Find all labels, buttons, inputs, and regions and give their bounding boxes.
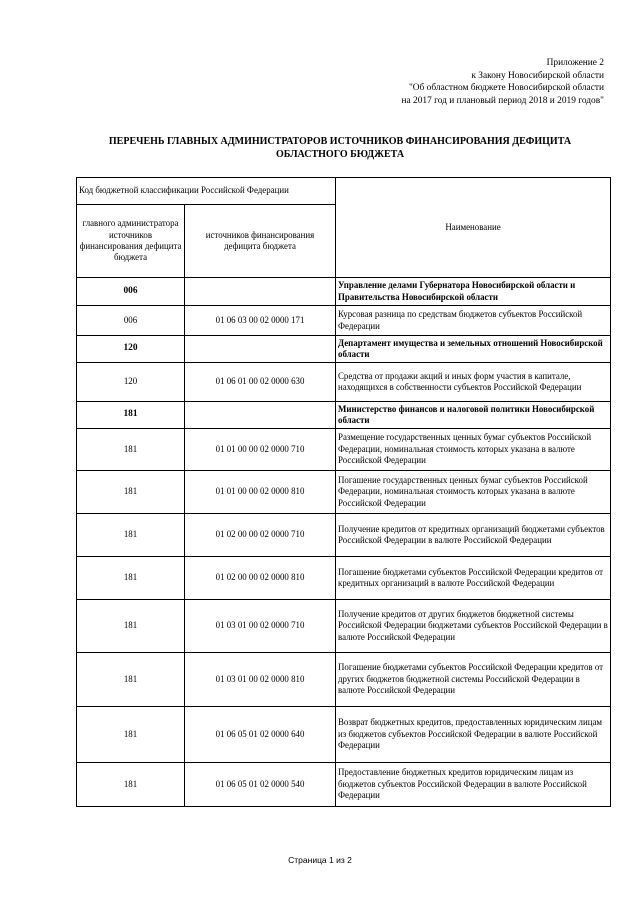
source-code-cell: 01 03 01 00 02 0000 710: [185, 600, 336, 653]
table-row: [77, 600, 611, 653]
table-header-row: [77, 178, 611, 205]
table-row: [77, 557, 611, 600]
admin-code-cell: 120: [77, 336, 185, 363]
table-row: [77, 402, 611, 429]
name-cell: Получение кредитов от кредитных организаций бюджетами субъектов Российской Федерации в валюте Российской Федерации: [336, 514, 611, 557]
page-footer: Страница 1 из 2: [288, 855, 352, 865]
name-cell: Погашение государственных ценных бумаг субъектов Российской Федерации, номинальная стоимость которых указана в валюте Российской Федерации: [336, 471, 611, 514]
name-cell: Получение кредитов от других бюджетов бюджетной системы Российской Федерации бюджетами субъектов Российской Федерации в валюте Российской Федерации: [336, 600, 611, 653]
name-cell: Департамент имущества и земельных отношений Новосибирской области: [336, 336, 611, 363]
admin-code-cell: 181: [77, 763, 185, 807]
name-cell: Министерство финансов и налоговой политики Новосибирской области: [336, 402, 611, 429]
table-row: [77, 763, 611, 807]
admin-code-cell: 181: [77, 600, 185, 653]
appendix-line: "Об областном бюджете Новосибирской области: [408, 83, 604, 94]
header-name: Наименование: [336, 178, 611, 278]
appendix-line: Приложение 2: [546, 58, 604, 68]
title-line: ПЕРЕЧЕНЬ ГЛАВНЫХ АДМИНИСТРАТОРОВ ИСТОЧНИКОВ ФИНАНСИРОВАНИЯ ДЕФИЦИТА: [108, 136, 572, 147]
admin-code-cell: 181: [77, 471, 185, 514]
source-code-cell: 01 02 00 00 02 0000 810: [185, 557, 336, 600]
admin-code-cell: 181: [77, 429, 185, 471]
source-code-cell: 01 06 05 01 02 0000 640: [185, 707, 336, 763]
admin-code-cell: 181: [77, 402, 185, 429]
name-cell: Средства от продажи акций и иных форм участия в капитале, находящихся в собственности субъектов Российской Федерации: [336, 363, 611, 402]
admin-code-cell: 181: [77, 557, 185, 600]
source-code-cell: [185, 402, 336, 429]
admin-code-cell: 006: [77, 278, 185, 306]
name-cell: Погашение бюджетами субъектов Российской Федерации кредитов от кредитных организаций в валюте Российской Федерации: [336, 557, 611, 600]
source-code-cell: 01 06 03 00 02 0000 171: [185, 306, 336, 336]
header-source-code: источников финансирования дефицита бюджета: [185, 205, 336, 278]
table-row: [77, 653, 611, 707]
name-cell: Возврат бюджетных кредитов, предоставленных юридическим лицам из бюджетов субъектов Российской Федерации в валюте Российской Федерации: [336, 707, 611, 763]
table-row: [77, 471, 611, 514]
table-row: [77, 306, 611, 336]
table-row: [77, 514, 611, 557]
appendix-line: на 2017 год и плановый период 2018 и 2019 годов": [401, 95, 604, 106]
administrators-table: [76, 177, 611, 807]
admin-code-cell: 181: [77, 514, 185, 557]
table-row: [77, 336, 611, 363]
admin-code-cell: 181: [77, 707, 185, 763]
admin-code-cell: 120: [77, 363, 185, 402]
header-admin: главного администратора источников финансирования дефицита бюджета: [77, 205, 185, 278]
title-line: ОБЛАСТНОГО БЮДЖЕТА: [275, 149, 405, 160]
source-code-cell: 01 01 00 00 02 0000 710: [185, 429, 336, 471]
source-code-cell: [185, 336, 336, 363]
table-row: [77, 707, 611, 763]
header-code-group: Код бюджетной классификации Российской Федерации: [77, 178, 336, 205]
source-code-cell: 01 03 01 00 02 0000 810: [185, 653, 336, 707]
source-code-cell: 01 06 05 01 02 0000 540: [185, 763, 336, 807]
name-cell: Погашение бюджетами субъектов Российской Федерации кредитов от других бюджетов бюджетной системы Российской Федерации в валюте Российской Федерации: [336, 653, 611, 707]
admin-code-cell: 006: [77, 306, 185, 336]
admin-code-cell: 181: [77, 653, 185, 707]
name-cell: Управление делами Губернатора Новосибирской области и Правительства Новосибирской области: [336, 278, 611, 306]
document-title: [60, 135, 620, 161]
source-code-cell: 01 01 00 00 02 0000 810: [185, 471, 336, 514]
appendix-line: к Закону Новосибирской области: [471, 70, 604, 81]
source-code-cell: 01 06 01 00 02 0000 630: [185, 363, 336, 402]
table-row: [77, 278, 611, 306]
source-code-cell: [185, 278, 336, 306]
table-row: [77, 429, 611, 471]
source-code-cell: 01 02 00 00 02 0000 710: [185, 514, 336, 557]
appendix-header: [402, 57, 604, 107]
name-cell: Предоставление бюджетных кредитов юридическим лицам из бюджетов субъектов Российской Федерации в валюте Российской Федерации: [336, 763, 611, 807]
name-cell: Размещение государственных ценных бумаг субъектов Российской Федерации, номинальная стоимость которых указана в валюте Российской Федерации: [336, 429, 611, 471]
name-cell: Курсовая разница по средствам бюджетов субъектов Российской Федерации: [336, 306, 611, 336]
table-row: [77, 363, 611, 402]
